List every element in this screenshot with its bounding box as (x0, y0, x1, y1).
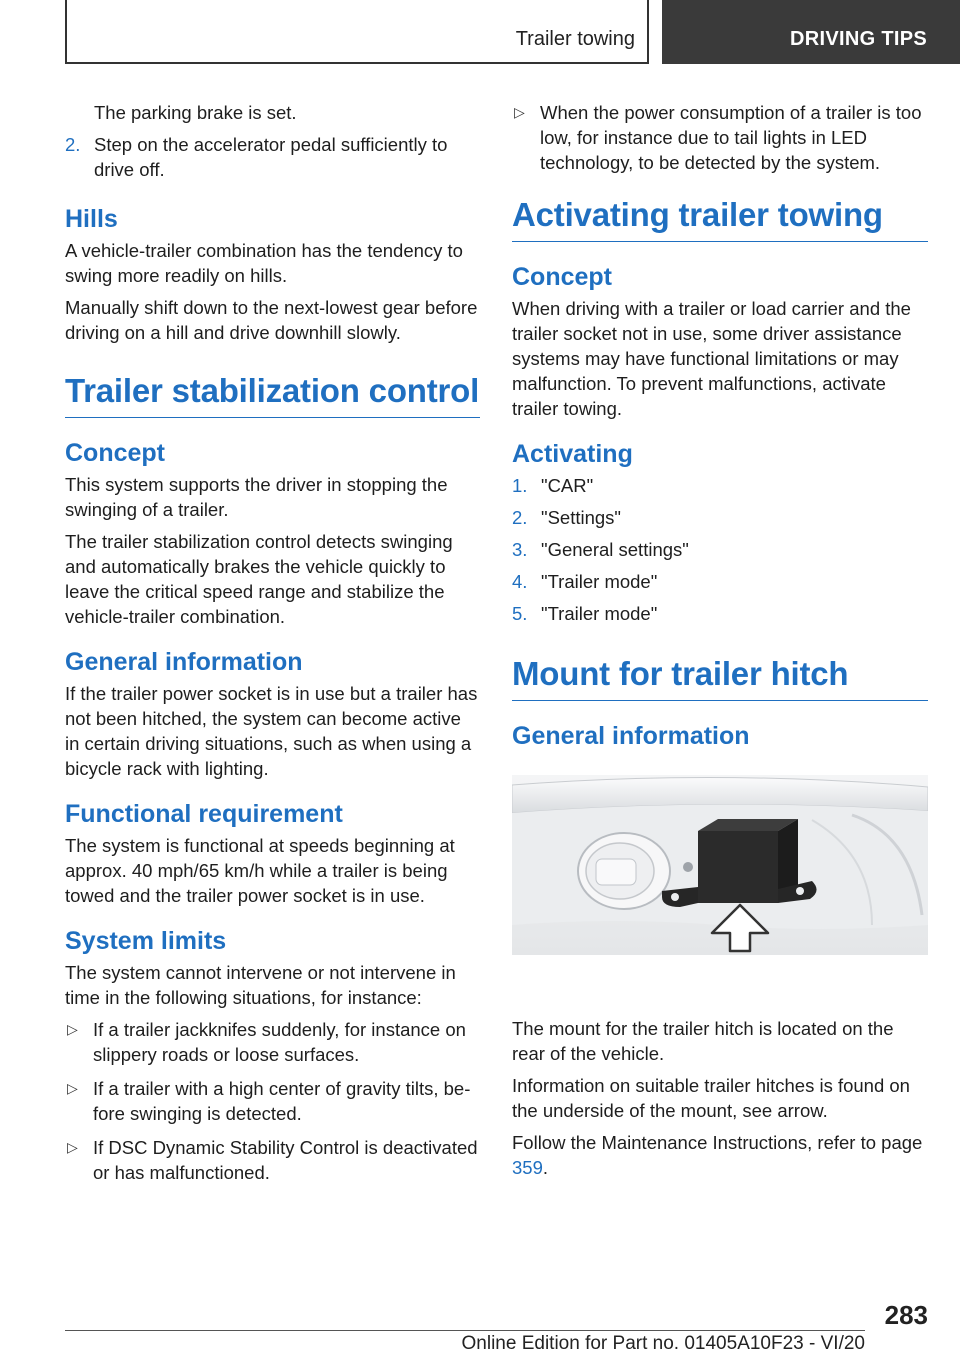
bullet-triangle-icon: ▷ (67, 1021, 78, 1037)
list-item (512, 100, 928, 175)
mount-paragraph-3-text: Follow the Maintenance Instructions, refer to page (512, 1132, 923, 1153)
step-item (65, 132, 480, 182)
step-number: 4. (512, 571, 528, 592)
page-number: 283 (884, 1300, 928, 1330)
chapter-tab (662, 0, 960, 64)
concept-heading: Concept (65, 439, 165, 467)
system-limits-paragraph: The system cannot intervene or not intervene in time in the following situations, for instance: (65, 962, 456, 1008)
page-reference-link[interactable]: 359 (512, 1157, 543, 1178)
concept-heading: Concept (512, 263, 612, 291)
step-number: 1. (512, 475, 528, 496)
trailer-hitch-mount-illustration (512, 775, 928, 955)
mount-chapter-heading: Mount for trailer hitch (512, 654, 928, 701)
mount-paragraph-1: The mount for the trailer hitch is located on the rear of the vehicle. (512, 1018, 894, 1064)
step-number: 3. (512, 539, 528, 560)
bullet-triangle-icon: ▷ (67, 1080, 78, 1096)
step-item (512, 569, 928, 594)
right-column (512, 100, 928, 1187)
bullet-triangle-icon: ▷ (514, 104, 525, 120)
concept-paragraph: When driving with a trailer or load carrier and the trailer socket not in use, some driver assistance systems may have functional limitations or may malfunction. To prevent malfunctions, activate trailer towing. (512, 298, 911, 419)
concept-paragraph-1: This system supports the driver in stopping the swinging of a trailer. (65, 474, 448, 520)
activating-chapter-heading: Activating trailer towing (512, 195, 928, 242)
list-item (65, 1076, 480, 1126)
edition-text: Online Edition for Part no. 01405A10F23 - VI/20 (461, 1333, 865, 1354)
system-limits-heading: System limits (65, 927, 227, 955)
step-item (512, 601, 928, 626)
step-item (512, 537, 928, 562)
general-info-heading: General information (512, 722, 750, 750)
footer-divider (65, 1330, 865, 1331)
mount-paragraph-2: Information on suitable trailer hitches is found on the underside of the mount, see arrow. (512, 1075, 910, 1121)
step-text: "General settings" (541, 539, 689, 560)
tsc-chapter-heading: Trailer stabilization control (65, 371, 480, 418)
list-item-text: When the power consumption of a trailer is too low, for instance due to tail lights in LED technology, to be detected by the system. (540, 102, 922, 173)
activating-heading: Activating (512, 440, 633, 468)
hills-paragraph-2: Manually shift down to the next-lowest gear before driving on a hill and drive downhill slowly. (65, 297, 478, 343)
step-text: "CAR" (541, 475, 594, 496)
functional-requirement-paragraph: The system is functional at speeds beginning at approx. 40 mph/65 km/h while a trailer is being towed and the trailer power socket is in use. (65, 835, 455, 906)
left-column (65, 100, 480, 1194)
list-item-text: If DSC Dynamic Stability Control is deactivated or has malfunctioned. (93, 1137, 478, 1183)
step-number: 2. (65, 134, 81, 155)
step-number: 5. (512, 603, 528, 624)
step-item (512, 505, 928, 530)
mount-paragraph-3 (512, 1130, 928, 1180)
general-info-heading: General information (65, 648, 303, 676)
hills-heading: Hills (65, 205, 118, 233)
functional-requirement-heading: Functional requirement (65, 800, 343, 828)
hills-paragraph-1: A vehicle-trailer combination has the tendency to swing more readily on hills. (65, 240, 463, 286)
general-info-paragraph: If the trailer power socket is in use but a trailer has not been hitched, the system can become active in certain driving situations, such as when using a bicycle rack with lighting. (65, 683, 478, 779)
step-text: "Trailer mode" (541, 571, 658, 592)
list-item-text: If a trailer with a high center of gravity tilts, before swinging is detected. (93, 1078, 471, 1124)
step1-continuation: The parking brake is set. (94, 102, 297, 123)
step-text: "Settings" (541, 507, 621, 528)
step-item (512, 473, 928, 498)
list-item (65, 1017, 480, 1067)
list-item (65, 1135, 480, 1185)
concept-paragraph-2: The trailer stabilization control detects swinging and automatically brakes the vehicle quickly to leave the critical speed range and stabilize the vehicle-trailer combination. (65, 531, 453, 627)
bullet-triangle-icon: ▷ (67, 1139, 78, 1155)
step-text: Step on the accelerator pedal sufficiently to drive off. (94, 134, 448, 180)
step-number: 2. (512, 507, 528, 528)
chapter-title: DRIVING TIPS (790, 28, 927, 50)
list-item-text: If a trailer jackknifes suddenly, for instance on slippery roads or loose surfaces. (93, 1019, 466, 1065)
mount-paragraph-3-end: . (542, 1157, 549, 1178)
section-title: Trailer towing (515, 28, 635, 50)
step-text: "Trailer mode" (541, 603, 658, 624)
